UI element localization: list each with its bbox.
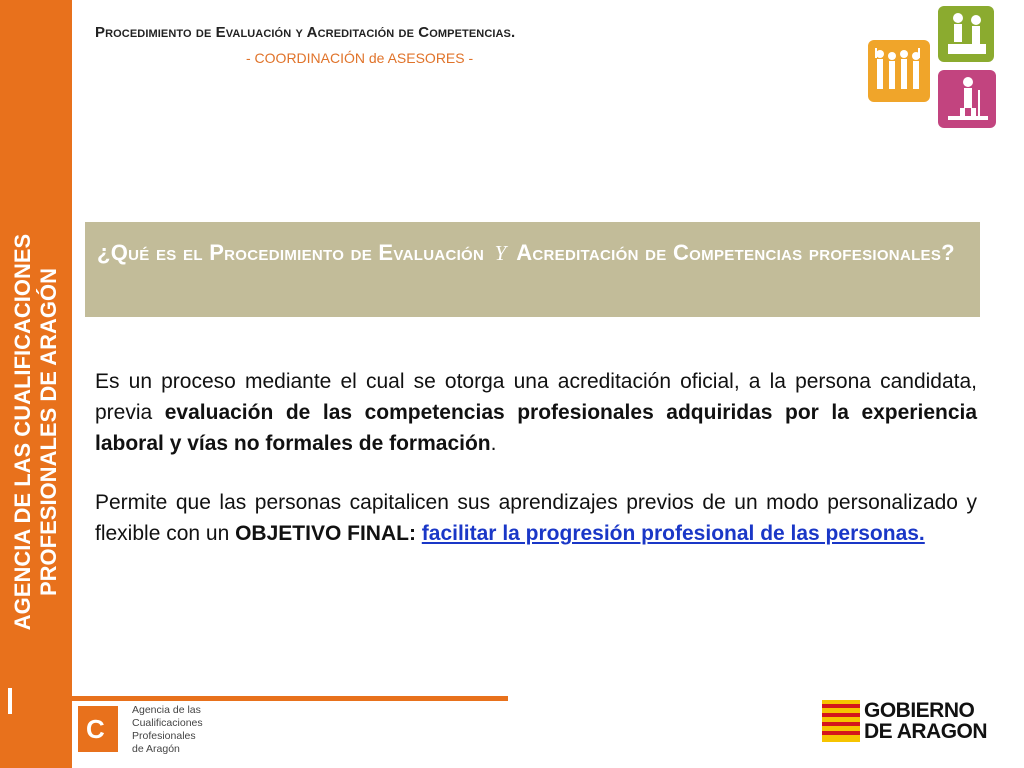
- sidebar-marker: [8, 688, 12, 714]
- government-logo-text: [864, 700, 987, 742]
- agency-logo-line-4: de Aragón: [132, 743, 180, 755]
- page-header-subtitle: - COORDINACIÓN de ASESORES -: [246, 50, 474, 66]
- page-header-title: Procedimiento de Evaluación y Acreditación de Competencias.: [95, 24, 516, 41]
- agency-logo-line-2: Cualificaciones: [132, 717, 203, 729]
- p2-text-bold: OBJETIVO FINAL:: [235, 522, 422, 545]
- agency-logo-line-3: Profesionales: [132, 730, 196, 742]
- p2-text-start: Permite que las personas capitalicen sus aprendizajes previos de un modo personalizado y flexible con un: [95, 491, 977, 545]
- government-logo-line-1: GOBIERNO: [864, 699, 975, 722]
- people-silhouette-icon: [938, 6, 994, 62]
- government-logo-line-2: DE ARAGON: [864, 720, 988, 743]
- paragraph-objective: [95, 487, 977, 549]
- question-banner: [85, 222, 980, 317]
- p1-text-end: .: [490, 432, 497, 455]
- banner-title-part-1: ¿Qué es el Procedimiento de Evaluación: [97, 240, 485, 265]
- body-content: [95, 366, 977, 577]
- p1-text-start: Es un proceso mediante el cual se otorga una acreditación oficial, a la persona candidata, previa: [95, 370, 977, 424]
- agency-title-line-2: PROFESIONALES DE ARAGÓN: [36, 268, 61, 596]
- agency-title-line-1: AGENCIA DE LAS CUALIFICACIONES: [10, 233, 35, 631]
- p1-text-bold: evaluación de las competencias profesionales adquiridas por la experiencia laboral y vías no formales de formación: [95, 401, 978, 455]
- banner-title-part-2: Acreditación de Competencias profesionales?: [516, 240, 955, 265]
- sidebar: [0, 0, 72, 768]
- group-cheering-icon: [868, 40, 930, 102]
- agency-vertical-title: [10, 197, 62, 667]
- paragraph-definition: [95, 366, 977, 459]
- aragon-flag-icon: [822, 700, 860, 742]
- agency-logo-line-1: Agencia de las: [132, 704, 201, 716]
- agency-logo-letter: C: [86, 714, 105, 744]
- agency-logo-mark: [78, 706, 118, 752]
- banner-title-connector: y: [494, 234, 507, 267]
- banner-title: [97, 230, 956, 274]
- worker-silhouette-icon: [938, 70, 996, 128]
- objective-link[interactable]: facilitar la progresión profesional de las personas.: [421, 522, 925, 545]
- agency-logo-text: [132, 704, 242, 756]
- footer-divider: [72, 696, 508, 701]
